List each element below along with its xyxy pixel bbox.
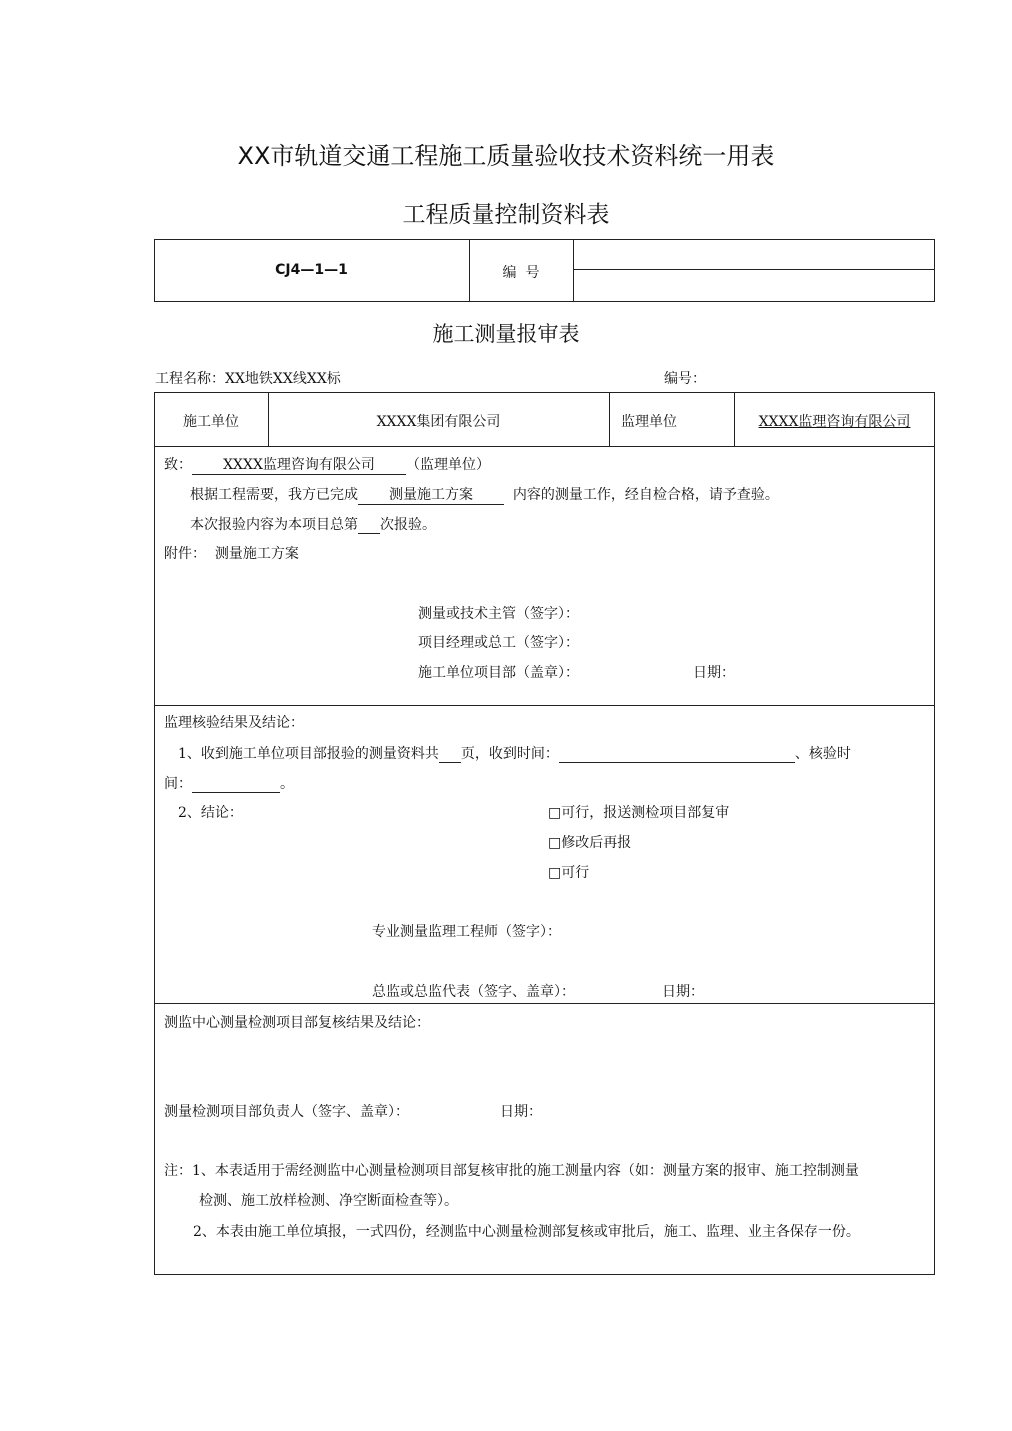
document-title: XX市轨道交通工程施工质量验收技术资料统一用表 [237, 142, 775, 170]
number-label: 编 号 [502, 265, 540, 281]
supervision-date: 日期： [662, 984, 704, 1000]
receive-time-blank[interactable] [559, 746, 795, 763]
construction-dept-seal: 施工单位项目部（盖章）： [418, 665, 579, 681]
form-code: CJ4—1—1 [275, 262, 348, 278]
application-line-2: 本次报验内容为本项目总第 次报验。 [190, 517, 436, 533]
review-date: 日期： [500, 1104, 542, 1120]
supervision-item-1-cont: 间： 。 [164, 776, 294, 792]
conclusion-option-2[interactable]: □修改后再报 [548, 835, 632, 851]
conclusion-option-1[interactable]: □可行，报送测检项目部复审 [548, 805, 730, 821]
construction-unit-label: 施工单位 [183, 414, 239, 430]
measurement-content: 测量施工方案 [358, 484, 504, 505]
conclusion-option-3[interactable]: □可行 [548, 865, 590, 881]
note-2: 2、本表由施工单位填报，一式四份，经测监中心测量检测部复核或审批后，施工、监理、业主各保存一份。 [193, 1224, 860, 1240]
conclusion-label: 2、结论： [178, 805, 243, 821]
document-subtitle: 工程质量控制资料表 [402, 202, 610, 228]
addressee-line: 致： XXXX监理咨询有限公司 （监理单位） [164, 454, 490, 475]
verify-time-blank[interactable] [192, 776, 280, 793]
project-name: 工程名称：XX地铁XX线XX标 [155, 371, 341, 387]
construction-unit-value: XXXX集团有限公司 [376, 414, 501, 430]
supervision-unit-value: XXXX监理咨询有限公司 [758, 414, 911, 430]
chief-supervisor-signature: 总监或总监代表（签字、盖章）： [372, 984, 575, 1000]
review-heading: 测监中心测量检测项目部复核结果及结论： [164, 1015, 430, 1031]
application-line-1: 根据工程需要，我方已完成 测量施工方案 内容的测量工作，经自检合格，请予查验。 [190, 484, 779, 505]
application-date: 日期： [693, 665, 735, 681]
attachment: 附件： 测量施工方案 [164, 546, 299, 562]
survey-engineer-signature: 专业测量监理工程师（签字）： [372, 924, 561, 940]
supervision-unit-label: 监理单位 [621, 414, 677, 430]
page-count-blank[interactable] [439, 746, 461, 763]
survey-supervisor-signature: 测量或技术主管（签字）： [418, 606, 579, 622]
supervision-item-1: 1、收到施工单位项目部报验的测量资料共 页，收到时间： 、核验时 [178, 746, 851, 762]
project-manager-signature: 项目经理或总工（签字）： [418, 635, 579, 651]
addressee-value: XXXX监理咨询有限公司 [192, 454, 406, 475]
submission-count-blank[interactable] [358, 517, 380, 534]
supervision-heading: 监理核验结果及结论： [164, 715, 304, 731]
note-1-cont: 检测、施工放样检测、净空断面检查等）。 [199, 1193, 458, 1209]
note-1: 注：1、本表适用于需经测监中心测量检测项目部复核审批的施工测量内容（如：测量方案的报审、施工控制测量 [164, 1163, 859, 1179]
project-number-label: 编号： [664, 371, 706, 387]
review-signature: 测量检测项目部负责人（签字、盖章）： [164, 1104, 409, 1120]
form-title: 施工测量报审表 [432, 322, 580, 346]
